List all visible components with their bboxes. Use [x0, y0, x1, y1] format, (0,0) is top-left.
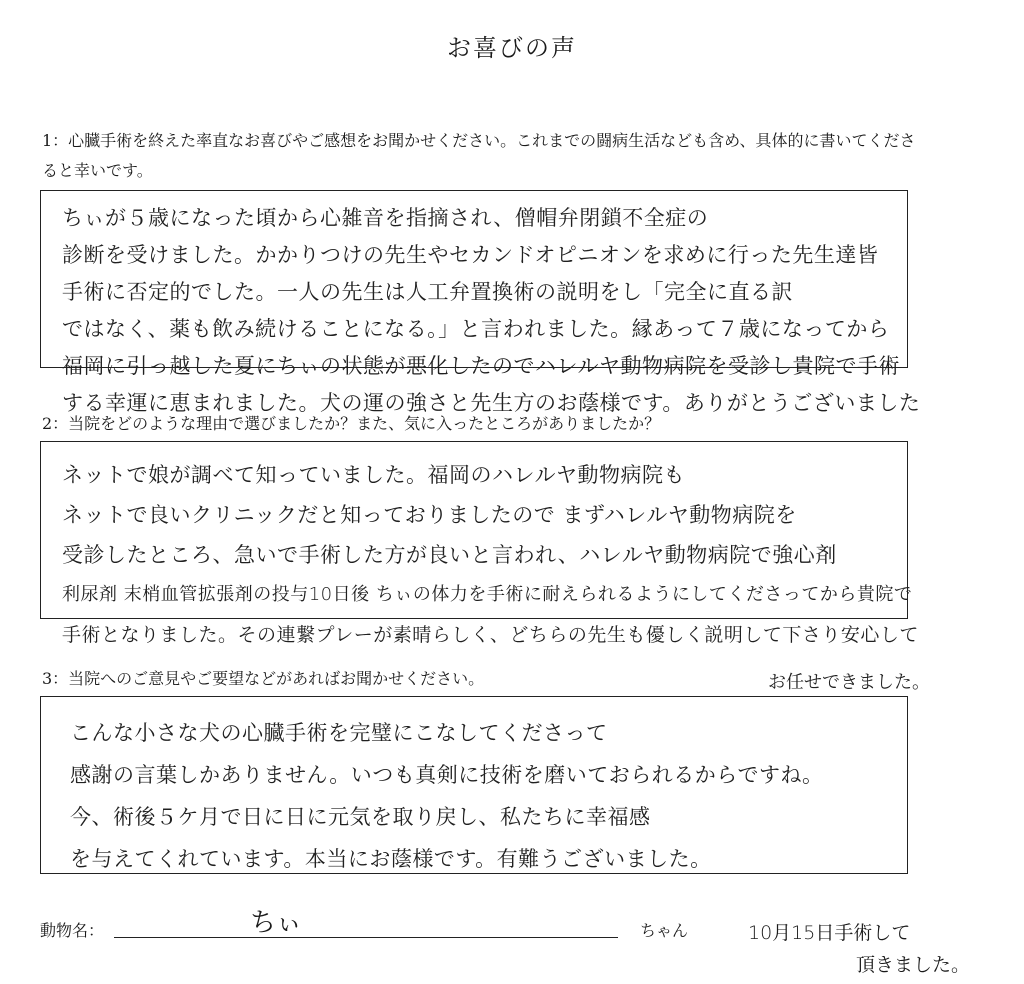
- answer-2-tail: お任せできました。: [768, 672, 930, 693]
- answer-3-line: 感謝の言葉しかありません。いつも真剣に技術を磨いておられるからですね。: [70, 763, 824, 787]
- answer-1-line: ではなく、薬も飲み続けることになる。」と言われました。縁あって７歳になってから: [62, 317, 890, 341]
- animal-name-value: ちぃ: [250, 908, 303, 938]
- answer-3-line: を与えてくれています。本当にお蔭様です。有難うございました。: [70, 847, 712, 871]
- answer-1-line: 手術に否定的でした。一人の先生は人工弁置換術の説明をし「完全に直る訳: [62, 280, 793, 304]
- answer-3-line: こんな小さな犬の心臓手術を完璧にこなしてくださって: [70, 721, 608, 745]
- question-3: 3：当院へのご意見やご要望などがあればお聞かせください。: [42, 669, 485, 688]
- answer-2-line: 手術となりました。その連繋プレーが素晴らしく、どちらの先生も優しく説明して下さり安心して: [62, 624, 919, 646]
- answer-2: [62, 455, 919, 655]
- answer-3-line: 今、術後５ケ月で日に日に元気を取り戻し、私たちに幸福感: [70, 805, 651, 829]
- answer-3: [70, 712, 824, 880]
- animal-name-line: [114, 937, 618, 938]
- answer-2-line: 受診したところ、急いで手術した方が良いと言われ、ハレルヤ動物病院で強心剤: [62, 543, 837, 567]
- answer-1-line: する幸運に恵まれました。犬の運の強さと先生方のお蔭様です。ありがとうございました: [62, 391, 921, 415]
- answer-1-line: 福岡に引っ越した夏にちぃの状態が悪化したのでハレルヤ動物病院を受診し貴院で手術: [62, 354, 900, 378]
- question-1: 1：心臓手術を終えた率直なお喜びやご感想をお聞かせください。これまでの闘病生活なども含め、具体的に書いてくださると幸いです。: [42, 131, 916, 180]
- animal-name-suffix: ちゃん: [640, 921, 689, 940]
- answer-2-line: ネットで良いクリニックだと知っておりましたので まずハレルヤ動物病院を: [62, 503, 797, 527]
- answer-2-line: ネットで娘が調べて知っていました。福岡のハレルヤ動物病院も: [62, 463, 685, 487]
- page-title: お喜びの声: [447, 34, 577, 62]
- surgery-note-line-1: 10月15日手術して: [748, 922, 911, 944]
- animal-name-label: 動物名：: [40, 921, 105, 940]
- question-2: 2：当院をどのような理由で選びましたか？また、気に入ったところがありましたか？: [42, 414, 661, 433]
- answer-1-line: ちぃが５歳になった頃から心雑音を指摘され、僧帽弁閉鎖不全症の: [62, 206, 709, 230]
- surgery-note-line-2: 頂きました。: [856, 954, 971, 976]
- answer-1-line: 診断を受けました。かかりつけの先生やセカンドオピニオンを求めに行った先生達皆: [62, 243, 879, 267]
- answer-2-line: 利尿剤 末梢血管拡張剤の投与10日後 ちぃの体力を手術に耐えられるようにしてくださってから貴院で: [62, 584, 913, 605]
- answer-1: [62, 200, 920, 422]
